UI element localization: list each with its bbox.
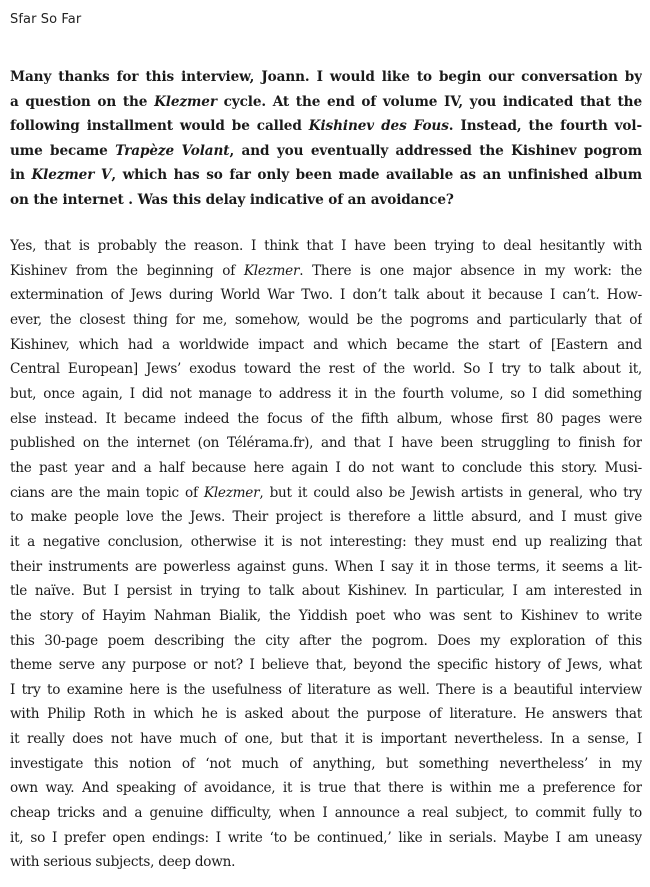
- answer-line: to make people love the Jews. Their project is therefore a little absurd, and I must give: [10, 509, 642, 526]
- interview-answer: [10, 234, 642, 875]
- italic-title: Klezmer: [154, 93, 217, 110]
- answer-line: it really does not have much of one, but that it is important nevertheless. In a sense, I: [10, 731, 642, 748]
- answer-line: ever, the closest thing for me, somehow, would be the pogroms and particularly that of: [10, 311, 642, 328]
- answer-line: own way. And speaking of avoidance, it is true that there is within me a preference for: [10, 780, 642, 797]
- answer-line: cians are the main topic of Klezmer, but it could also be Jewish artists in general, who try: [10, 484, 642, 501]
- italic-title: Klezmer: [243, 262, 300, 279]
- answer-line: I try to examine here is the usefulness of literature as well. There is a beautiful interview: [10, 681, 642, 698]
- answer-line: with serious subjects, deep down.: [10, 854, 236, 871]
- answer-line: extermination of Jews during World War Two. I don’t talk about it because I can’t. How-: [10, 287, 642, 304]
- answer-line: the story of Hayim Nahman Bialik, the Yiddish poet who was sent to Kishinev to write: [10, 607, 642, 624]
- question-line: Many thanks for this interview, Joann. I would like to begin our conversation by: [10, 69, 642, 85]
- italic-title: Klezmer: [203, 484, 260, 501]
- answer-line: theme serve any purpose or not? I believe that, beyond the specific history of Jews, what: [10, 657, 642, 674]
- italic-title: Trapèze Volant: [115, 142, 230, 159]
- answer-line: but, once again, I did not manage to address it in the fourth volume, so I did something: [10, 385, 642, 402]
- answer-line: their instruments are powerless against guns. When I say it in those terms, it seems a lit-: [10, 558, 642, 575]
- question-line: a question on the Klezmer cycle. At the end of volume IV, you indicated that the: [10, 93, 642, 110]
- answer-line: Kishinev from the beginning of Klezmer. There is one major absence in my work: the: [10, 262, 642, 279]
- interview-question: [10, 65, 642, 212]
- question-line: ume became Trapèze Volant, and you eventually addressed the Kishinev pogrom: [10, 142, 642, 159]
- answer-line: published on the internet (on Télérama.fr), and that I have been struggling to finish for: [10, 435, 642, 452]
- question-line: following installment would be called Kishinev des Fous. Instead, the fourth vol-: [10, 118, 642, 134]
- answer-line: this 30-page poem describing the city after the pogrom. Does my exploration of this: [10, 632, 642, 649]
- answer-line: Yes, that is probably the reason. I think that I have been trying to deal hesitantly with: [10, 238, 642, 254]
- italic-title: Kishinev des Fous: [308, 118, 449, 134]
- italic-title: Klezmer V: [31, 167, 112, 183]
- answer-line: with Philip Roth in which he is asked about the purpose of literature. He answers that: [10, 706, 642, 723]
- question-line: on the internet . Was this delay indicative of an avoidance?: [10, 191, 454, 208]
- answer-line: Central European] Jews’ exodus toward the rest of the world. So I try to talk about it,: [10, 361, 642, 378]
- answer-line: cheap tricks and a genuine difficulty, when I announce a real subject, to commit fully to: [10, 805, 642, 822]
- answer-line: Kishinev, which had a worldwide impact and which became the start of [Eastern and: [10, 336, 642, 353]
- answer-line: tle naïve. But I persist in trying to talk about Kishinev. In particular, I am interested in: [10, 583, 642, 600]
- answer-line: it a negative conclusion, otherwise it is not interesting: they must end up realizing that: [10, 533, 642, 550]
- running-head: Sfar So Far: [10, 12, 82, 27]
- answer-line: the past year and a half because here again I do not want to conclude this story. Musi-: [10, 459, 642, 476]
- answer-line: else instead. It became indeed the focus of the fifth album, whose first 80 pages were: [10, 410, 642, 427]
- question-line: in Klezmer V, which has so far only been made available as an unfinished album: [10, 167, 642, 183]
- answer-line: it, so I prefer open endings: I write ‘to be continued,’ like in serials. Maybe I am uneasy: [10, 829, 642, 846]
- answer-line: investigate this notion of ‘not much of anything, but something nevertheless’ in my: [10, 755, 642, 772]
